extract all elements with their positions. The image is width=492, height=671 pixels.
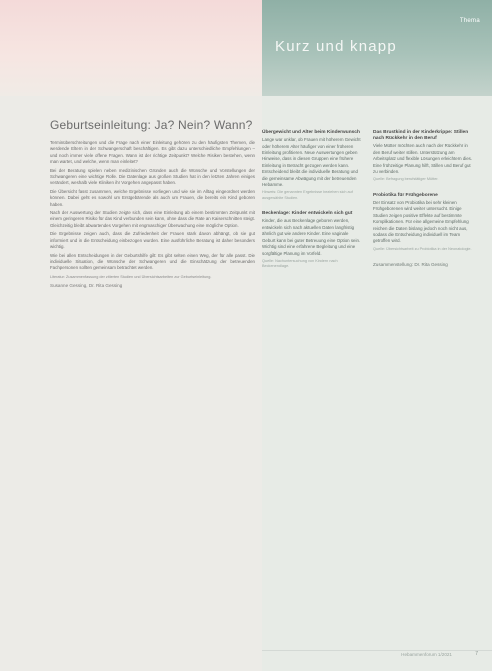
page-number: 7 (475, 651, 478, 657)
sidebar-column-1 (262, 130, 362, 280)
sidebar-box-heading: Übergewicht und Alter beim Kinderwunsch (262, 130, 360, 135)
article-paragraph: Die Ergebnisse zeigen auch, dass die Zufriedenheit der Frauen stark davon abhängt, ob sie gut informiert und in die Entscheidung einbezogen wurden. Eine ausführliche Beratung ist daher besonders wichtig. (50, 231, 255, 250)
article-footnote: Literatur: Zusammenfassung der zitierten Studien und Übersichtsarbeiten zur Geburtseinleitung. (50, 274, 212, 279)
article-paragraph: Bei der Beratung spielen neben medizinischen Gründen auch die Wünsche und Vorstellungen der Schwangeren eine wichtige Rolle. Die Datenlage aus großen Studien hat in den letzten Jahren einiges verändert, weshalb viele Kliniken ihr Vorgehen angepasst haben. (50, 167, 255, 186)
sidebar-box-note: Quelle: Übersichtsarbeit zu Probiotika in der Neonatologie. (373, 246, 472, 251)
article-body (50, 140, 255, 288)
sidebar-box-heading: Das Brustkind in der Kinderkrippe: Stillen nach Rückkehr in den Beruf (373, 130, 469, 142)
sidebar-box (373, 193, 473, 252)
header-band-left (0, 0, 262, 96)
footer-publication: Hebammenforum 1/2021 (401, 652, 452, 657)
article-paragraph: Terminüberschreitungen und die Frage nach einer Einleitung gehören zu den häufigsten Themen, die werdende Eltern in der Schwangerschaft beschäftigen. Es gibt dazu unterschiedliche Empfehlungen – und noch immer viele offene Fragen. Wann ist der richtige Zeitpunkt? Welche Risiken bestehen, wenn man wartet, und welche, wenn man einleitet? (50, 140, 255, 165)
sidebar-author: Zusammenstellung: Dr. Rita Gessing (373, 262, 448, 268)
sidebar-box-text: Der Einsatz von Probiotika bei sehr kleinen Frühgeborenen wird weiter untersucht. Einige Studien zeigen positive Effekte auf bestimmte Komplikationen. Für eine allgemeine Empfehlung reichen die Daten bislang jedoch noch nicht aus, sodass die Entscheidung individuell im Team getroffen wird. (373, 200, 469, 244)
sidebar-box-note: Hinweis: Die genannten Ergebnisse beziehen sich auf ausgewählte Studien. (262, 190, 353, 200)
article-paragraph: Nach der Auswertung der Studien zeigte sich, dass eine Einleitung ab einem bestimmten Zeitpunkt mit einem geringeren Risiko für das Kind verbunden sein kann, ohne dass die Rate an Kaiserschnitten steigt. Gleichzeitig bleibt abwartendes Vorgehen mit engmaschiger Überwachung eine mögliche Option. (50, 210, 255, 228)
sidebar-column-2 (373, 130, 473, 267)
sidebar-box-text: Kinder, die aus Beckenlage geboren werden, entwickeln sich nach aktuellen Daten langfristig ähnlich gut wie andere Kinder. Eine vaginale Geburt kann bei guter Betreuung eine Option sein. Wichtig sind eine erfahrene Begleitung und eine sorgfältige Planung im Vorfeld. (262, 218, 361, 256)
sidebar-box-note: Quelle: Befragung berufstätiger Mütter. (373, 177, 439, 182)
sidebar-band-title: Kurz und knapp (275, 38, 397, 55)
sidebar-box-heading: Probiotika für Frühgeborene (373, 192, 438, 198)
sidebar-box-text: Lange war unklar, ob Frauen mit höherem Gewicht oder höherem Alter häufiger von einer früheren Einleitung profitieren. Neue Auswertungen geben Hinweise, dass in diesen Gruppen eine frühere Einleitung in Betracht gezogen werden kann. Entscheidend bleibt die individuelle Beratung und die gemeinsame Abwägung mit der betreuenden Hebamme. (262, 137, 361, 188)
article-paragraph: Die Übersicht fasst zusammen, welche Ergebnisse vorliegen und wie sie im Alltag eingeordnet werden können. Dabei geht es sowohl um Erstgebärende als auch um Frauen, die bereits ein Kind geboren haben. (50, 188, 255, 207)
sidebar-box (262, 130, 362, 201)
article-title: Geburtseinleitung: Ja? Nein? Wann? (50, 118, 253, 132)
article-paragraph: Wie bei allen Entscheidungen in der Geburtshilfe gilt: Es gibt selten einen Weg, der für alle passt. Die individuelle Situation, die Wünsche der Schwangeren und die Einschätzung der betreuenden Fachpersonen sollten gemeinsam betrachtet werden. (50, 252, 255, 271)
article-author: Susanne Gessing, Dr. Rita Gessing (50, 283, 123, 289)
sidebar-box (262, 211, 362, 269)
sidebar-box (373, 130, 473, 183)
section-tab: Thema (459, 18, 480, 24)
sidebar-box-text: Viele Mütter möchten auch nach der Rückkehr in den Beruf weiter stillen. Unterstützung am Arbeitsplatz und flexible Lösungen erleichtern dies. Eine frühzeitige Planung hilft, Stillen und Beruf gut zu verbinden. (373, 143, 473, 175)
footer-divider (262, 650, 492, 651)
sidebar-box-note: Quelle: Nachuntersuchung von Kindern nach Beckenendlage. (262, 258, 338, 269)
sidebar-box-heading: Beckenlage: Kinder entwickeln sich gut (262, 211, 353, 217)
